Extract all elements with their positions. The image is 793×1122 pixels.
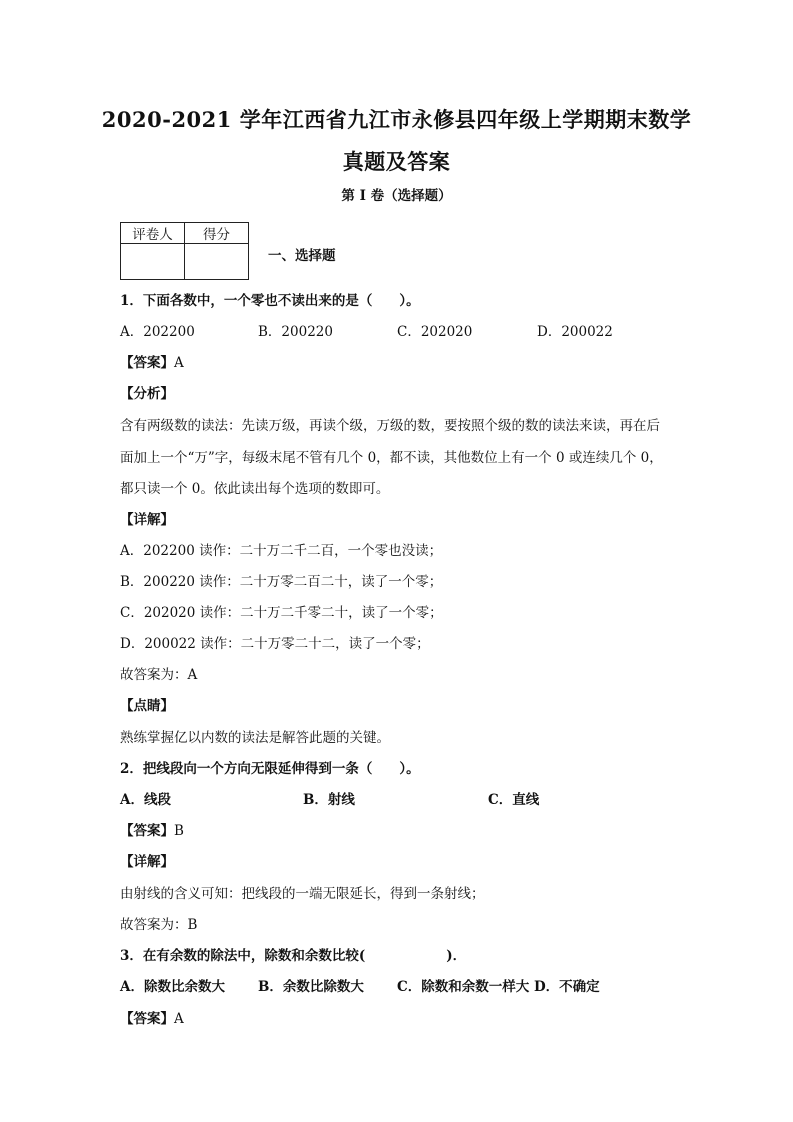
q3-answer — [120, 1010, 184, 1028]
q2-option-c: C．直线 — [488, 792, 540, 808]
q1-detail-line2: B．200220 读作：二十万零二百二十，读了一个零； — [120, 574, 443, 590]
score-table — [120, 222, 249, 280]
q3-answer-label: 【答案】 — [120, 1011, 174, 1027]
q1-stem: 1．下面各数中，一个零也不读出来的是（ ）。 — [120, 293, 420, 309]
q2-option-b: B．射线 — [303, 792, 355, 808]
score-table-cell-grader — [121, 244, 185, 280]
q1-option-a: A．202200 — [120, 324, 195, 340]
q2-answer-value: B — [174, 823, 184, 839]
q2-detail-label: 【详解】 — [120, 854, 174, 870]
q3-answer-value: A — [174, 1011, 184, 1027]
q1-comment-label: 【点睛】 — [120, 698, 174, 714]
q2-option-a: A．线段 — [120, 792, 171, 808]
q1-conclusion: 故答案为：A — [120, 667, 198, 683]
q1-detail-line4: D．200022 读作：二十万零二十二，读了一个零； — [120, 636, 430, 652]
q1-answer — [120, 354, 184, 372]
q1-answer-value: A — [174, 355, 184, 371]
q1-comment: 熟练掌握亿以内数的读法是解答此题的关键。 — [120, 730, 390, 746]
paper-part-subtitle: 第 I 卷（选择题） — [341, 188, 452, 204]
q2-detail: 由射线的含义可知：把线段的一端无限延长，得到一条射线； — [120, 886, 485, 902]
q1-detail-label: 【详解】 — [120, 512, 174, 528]
q2-answer — [120, 822, 184, 840]
q3-option-a: A．除数比余数大 — [120, 979, 225, 995]
q2-answer-label: 【答案】 — [120, 823, 174, 839]
q2-conclusion: 故答案为：B — [120, 917, 198, 933]
q1-option-d: D．200022 — [537, 324, 613, 340]
document-title-line1: 2020-2021 学年江西省九江市永修县四年级上学期期末数学 — [101, 107, 692, 132]
q1-detail-line1: A．202200 读作：二十万二千二百，一个零也没读； — [120, 543, 443, 559]
q2-stem: 2．把线段向一个方向无限延伸得到一条（ ）。 — [120, 761, 420, 777]
q1-analysis-line3: 都只读一个 0。依此读出每个选项的数即可。 — [120, 481, 390, 497]
q1-analysis-line2: 面加上一个“万”字，每级末尾不管有几个 0，都不读，其他数位上有一个 0 或连续几个 0， — [120, 450, 663, 466]
q1-option-c: C．202020 — [397, 324, 473, 340]
q3-option-b: B．余数比除数大 — [258, 979, 364, 995]
score-table-cell-score — [185, 244, 249, 280]
q1-option-b: B．200220 — [258, 324, 333, 340]
document-title-line2: 真题及答案 — [342, 149, 451, 174]
q1-detail-line3: C．202020 读作：二十万二千零二十，读了一个零； — [120, 605, 443, 621]
section-title: 一、选择题 — [268, 248, 336, 264]
score-table-header-score: 得分 — [185, 223, 249, 244]
q3-option-c-d: C．除数和余数一样大 D．不确定 — [397, 979, 600, 995]
q1-answer-label: 【答案】 — [120, 355, 174, 371]
q3-stem: 3．在有余数的除法中，除数和余数比较( )． — [120, 948, 467, 964]
q1-analysis-line1: 含有两级数的读法：先读万级，再读个级，万级的数，要按照个级的数的读法来读，再在后 — [120, 418, 660, 434]
q1-analysis-label: 【分析】 — [120, 386, 174, 402]
score-table-header-grader: 评卷人 — [121, 223, 185, 244]
